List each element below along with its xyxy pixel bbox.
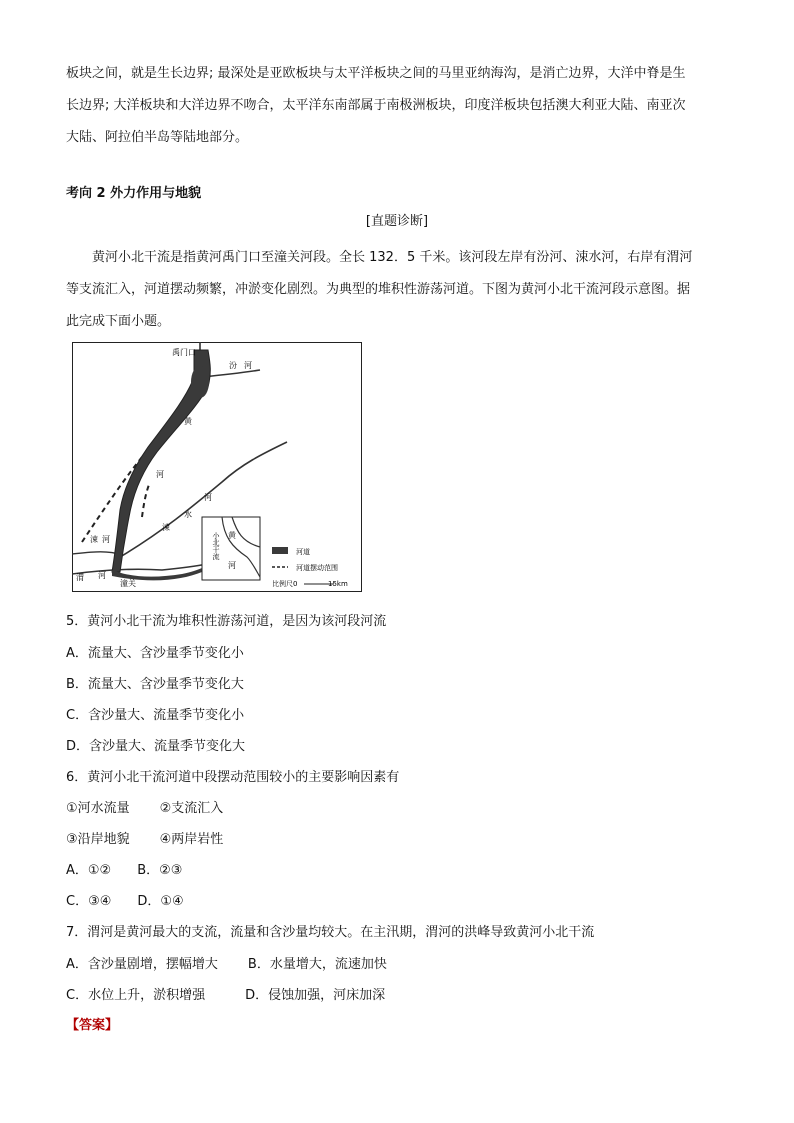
section-subtitle: [直题诊断] — [365, 214, 429, 229]
svg-text:河道: 河道 — [296, 548, 310, 556]
inset-map — [202, 517, 260, 580]
svg-text:黄: 黄 — [228, 531, 236, 540]
svg-text:渭: 渭 — [76, 573, 84, 582]
svg-text:水: 水 — [184, 510, 192, 519]
svg-text:汾: 汾 — [229, 361, 237, 370]
q7-option-b[interactable]: B．水量增大，流速加快 — [247, 957, 387, 972]
q6-option-b[interactable]: B．②③ — [137, 863, 183, 878]
q7-options-row-1 — [66, 955, 387, 975]
q6-factors-row-2 — [66, 830, 223, 850]
passage-line-2: 等支流汇入，河道摆动频繁，冲淤变化剧烈。为典型的堆积性游荡河道。下图为黄河小北干流河段示意图。据 — [66, 282, 691, 297]
svg-text:黄: 黄 — [184, 417, 192, 426]
section-title: 考向 2 外力作用与地貌 — [66, 186, 202, 201]
svg-text:河: 河 — [244, 361, 252, 370]
q7-stem: 7．渭河是黄河最大的支流，流量和含沙量均较大。在主汛期，渭河的洪峰导致黄河小北干流 — [66, 925, 595, 940]
q6-option-a[interactable]: A．①② — [66, 863, 112, 878]
q6-options-row-1 — [66, 861, 182, 881]
river-map-figure — [72, 342, 362, 592]
svg-text:比例尺0: 比例尺0 — [272, 580, 298, 588]
q6-option-d[interactable]: D．①④ — [137, 894, 184, 909]
passage-line-1: 黄河小北干流是指黄河禹门口至潼关河段。全长 132．5 千米。该河段左岸有汾河、涑水河，右岸有渭河 — [92, 250, 693, 265]
intro-line-1: 板块之间，就是生长边界; 最深处是亚欧板块与太平洋板块之间的马里亚纳海沟，是消亡边界，大洋中脊是生 — [66, 66, 686, 81]
q7-option-a[interactable]: A．含沙量剧增，摆幅增大 — [66, 957, 218, 972]
q6-factors-row-1 — [66, 799, 223, 819]
q6-factor-3: ③沿岸地貌 — [66, 832, 130, 847]
svg-text:河: 河 — [228, 561, 236, 570]
intro-line-2: 长边界; 大洋板块和大洋边界不吻合，太平洋东南部属于南极洲板块，印度洋板块包括澳大利亚大陆、南亚次 — [66, 98, 686, 113]
svg-text:涑: 涑 — [90, 535, 98, 544]
intro-line-3: 大陆、阿拉伯半岛等陆地部分。 — [66, 130, 249, 145]
answer-label: 【答案】 — [66, 1018, 119, 1033]
q7-option-d[interactable]: D．侵蚀加强，河床加深 — [245, 988, 386, 1003]
svg-text:河道摆动范围: 河道摆动范围 — [296, 564, 338, 572]
q5-option-a[interactable]: A．流量大、含沙量季节变化小 — [66, 646, 244, 661]
label-yumenkou: 禹门口 — [172, 348, 196, 357]
q6-factor-1: ①河水流量 — [66, 801, 130, 816]
svg-text:小北干流: 小北干流 — [212, 532, 220, 560]
q6-stem: 6．黄河小北干流河道中段摆动范围较小的主要影响因素有 — [66, 770, 400, 785]
channel-bulge — [191, 366, 209, 398]
svg-text:涑: 涑 — [162, 523, 170, 532]
q6-factor-4: ④两岸岩性 — [159, 832, 224, 847]
passage-line-3: 此完成下面小题。 — [66, 314, 171, 329]
q6-option-c[interactable]: C．③④ — [66, 894, 112, 909]
q5-stem: 5．黄河小北干流为堆积性游荡河道，是因为该河段河流 — [66, 614, 387, 629]
svg-text:河: 河 — [102, 535, 110, 544]
q6-factor-2: ②支流汇入 — [159, 801, 224, 816]
label-tongguan: 潼关 — [120, 579, 136, 588]
svg-text:15km: 15km — [328, 580, 348, 588]
q6-options-row-2 — [66, 892, 184, 912]
svg-text:河: 河 — [204, 493, 212, 502]
q5-option-d[interactable]: D．含沙量大、流量季节变化大 — [66, 739, 246, 754]
q7-options-row-2 — [66, 986, 385, 1006]
svg-text:河: 河 — [98, 571, 106, 580]
q7-option-c[interactable]: C．水位上升，淤积增强 — [66, 988, 206, 1003]
q5-option-c[interactable]: C．含沙量大、流量季节变化小 — [66, 708, 245, 723]
q5-option-b[interactable]: B．流量大、含沙量季节变化大 — [66, 677, 244, 692]
svg-text:河: 河 — [156, 470, 164, 479]
